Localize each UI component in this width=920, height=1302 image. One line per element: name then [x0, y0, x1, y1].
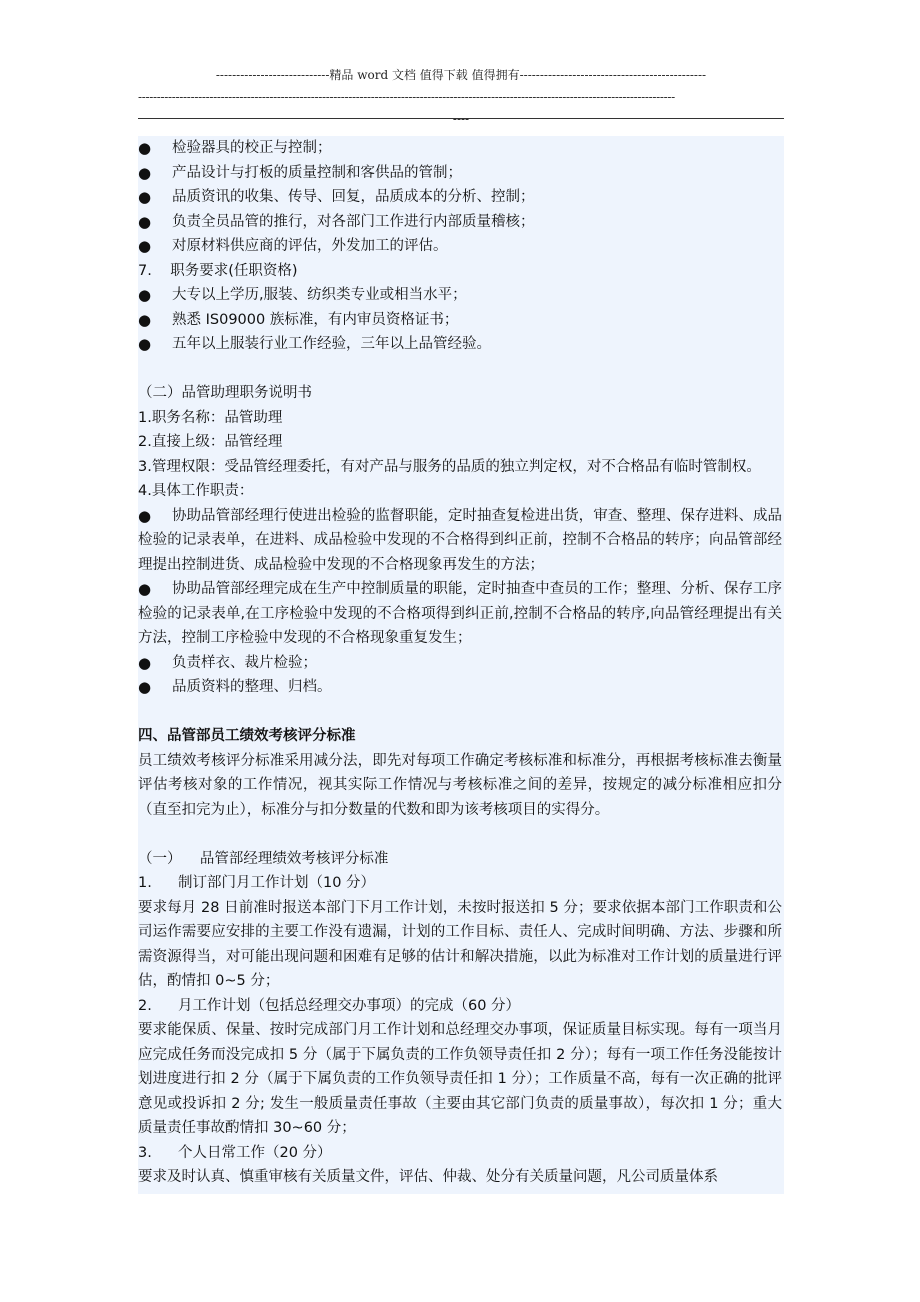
list-item — [138, 577, 782, 651]
criteria-item-title: 月工作计划（包括总经理交办事项）的完成（60 分） — [178, 997, 521, 1014]
bullet-icon: ● — [138, 653, 152, 672]
list-item-text: 协助品管部经理行使进出检验的监督职能，定时抽查复检进出货，审查、整理、保存进料、成品检验的记录表单，在进料、成品检验中发现的不合格得到纠正前，控制不合格品的转序；向品管部经理提出控制进货、成品检验中发现的不合格现象再发生的方法； — [138, 507, 782, 573]
criteria-item-title: 制订部门月工作计划（10 分） — [178, 875, 376, 891]
header-dash-line: ----------------------------------------------------------------------------------------------------------------------------------------------- — [138, 90, 675, 104]
list-item — [138, 136, 782, 161]
list-item — [138, 504, 782, 578]
list-item-text: 负责全员品管的推行，对各部门工作进行内部质量稽核； — [172, 213, 535, 230]
bullet-icon: ● — [138, 163, 152, 182]
list-item-text: 对原材料供应商的评估，外发加工的评估。 — [172, 238, 448, 254]
bullet-icon: ● — [138, 506, 152, 525]
spacer — [138, 822, 782, 847]
criteria-item-body: 要求每月 28 日前准时报送本部门下月工作计划，未按时报送扣 5 分；要求依据本部门工作职责和公司运作需要应安排的主要工作没有遗漏，计划的工作目标、责任人、完成时间明确、方法、步骤和所需资源得当，对可能出现问题和困难有足够的估计和解决措施，以此为标准对工作计划的质量进行评估，酌情扣 0~5 分； — [138, 899, 782, 989]
list-item — [138, 675, 782, 700]
criteria-item-number: 1. — [138, 875, 152, 891]
header-banner: ----------------------------精品 word 文档 值得下载 值得拥有---------------------------------------------- — [215, 68, 707, 82]
manager-criteria-title: （一） 品管部经理绩效考核评分标准 — [138, 850, 389, 867]
list-item-text: 五年以上服装行业工作经验，三年以上品管经验。 — [172, 336, 491, 352]
list-item — [138, 161, 782, 186]
list-item — [138, 185, 782, 210]
assistant-section-title: （二）品管助理职务说明书 — [138, 385, 312, 401]
header-rule — [138, 118, 784, 119]
bullet-icon: ● — [138, 188, 152, 206]
criteria-item-title: 个人日常工作（20 分） — [178, 1144, 332, 1161]
list-item — [138, 210, 782, 235]
section-4-title: 四、品管部员工绩效考核评分标准 — [138, 728, 356, 744]
section-4-intro: 员工绩效考核评分标准采用减分法，即先对每项工作确定考核标准和标准分，再根据考核标准去衡量评估考核对象的工作情况，视其实际工作情况与考核标准之间的差异，按规定的减分标准相应扣分（直至扣完为止），标准分与扣分数量的代数和即为该考核项目的实得分。 — [138, 752, 782, 818]
list-item-text: 大专以上学历,服装、纺织类专业或相当水平； — [172, 287, 467, 303]
bullet-icon: ● — [138, 237, 152, 255]
bullet-icon: ● — [138, 335, 152, 353]
item-7-heading: 7. 职务要求(任职资格) — [138, 262, 298, 279]
bullet-icon: ● — [138, 139, 152, 157]
bullet-icon: ● — [138, 310, 152, 329]
list-item-text: 品质资料的整理、归档。 — [172, 679, 332, 695]
bullet-icon: ● — [138, 580, 152, 598]
spacer — [138, 700, 782, 725]
document-body — [138, 136, 784, 1194]
list-item-text: 品质资讯的收集、传导、回复，品质成本的分析、控制； — [172, 189, 535, 205]
duties-heading: 4.具体工作职责： — [138, 483, 254, 499]
criteria-item-body: 要求及时认真、慎重审核有关质量文件，评估、仲裁、处分有关质量问题，凡公司质量体系 — [138, 1169, 718, 1185]
criteria-item-body: 要求能保质、保量、按时完成部门月工作计划和总经理交办事项，保证质量目标实现。每有一项当月应完成任务而没完成扣 5 分（属于下属负责的工作负领导责任扣 2 分）；每有一项工作任务没能按计划进度进行扣 2 分（属于下属负责的工作负领导责任扣 1 分）；工作质量不高，每有一次正确的批评意见或投诉扣 2 分; 发生一般质量责任事故（主要由其它部门负责的质量事故），每次扣 1 分；重大质量责任事故酌情扣 30~60 分； — [138, 1022, 782, 1136]
list-item-text: 熟悉 IS09000 族标准，有内审员资格证书； — [172, 311, 459, 328]
list-item — [138, 332, 782, 357]
supervisor-line: 2.直接上级：品管经理 — [138, 434, 283, 450]
page-header — [138, 64, 784, 130]
criteria-item-heading — [138, 994, 782, 1019]
list-item-text: 负责样衣、裁片检验； — [172, 654, 317, 671]
header-dash-tail: ---- — [452, 112, 470, 126]
criteria-item-heading — [138, 871, 782, 896]
bullet-icon: ● — [138, 286, 152, 304]
bullet-icon: ● — [138, 678, 152, 696]
list-item — [138, 651, 782, 676]
list-item — [138, 283, 782, 308]
list-item-text: 协助品管部经理完成在生产中控制质量的职能，定时抽查中查员的工作；整理、分析、保存工序检验的记录表单,在工序检验中发现的不合格项得到纠正前,控制不合格品的转序,向品管经理提出有关方法，控制工序检验中发现的不合格现象重复发生； — [138, 581, 782, 646]
list-item — [138, 234, 782, 259]
job-title-line: 1.职务名称：品管助理 — [138, 409, 283, 426]
list-item-text: 产品设计与打板的质量控制和客供品的管制； — [172, 164, 462, 181]
criteria-item-heading — [138, 1141, 782, 1166]
bullet-icon: ● — [138, 212, 152, 231]
spacer — [138, 357, 782, 382]
criteria-item-number: 3. — [138, 1144, 152, 1161]
list-item — [138, 308, 782, 333]
criteria-item-number: 2. — [138, 997, 152, 1014]
authority-line: 3.管理权限：受品管经理委托，有对产品与服务的品质的独立判定权，对不合格品有临时管制权。 — [138, 458, 761, 475]
list-item-text: 检验器具的校正与控制； — [172, 140, 332, 156]
